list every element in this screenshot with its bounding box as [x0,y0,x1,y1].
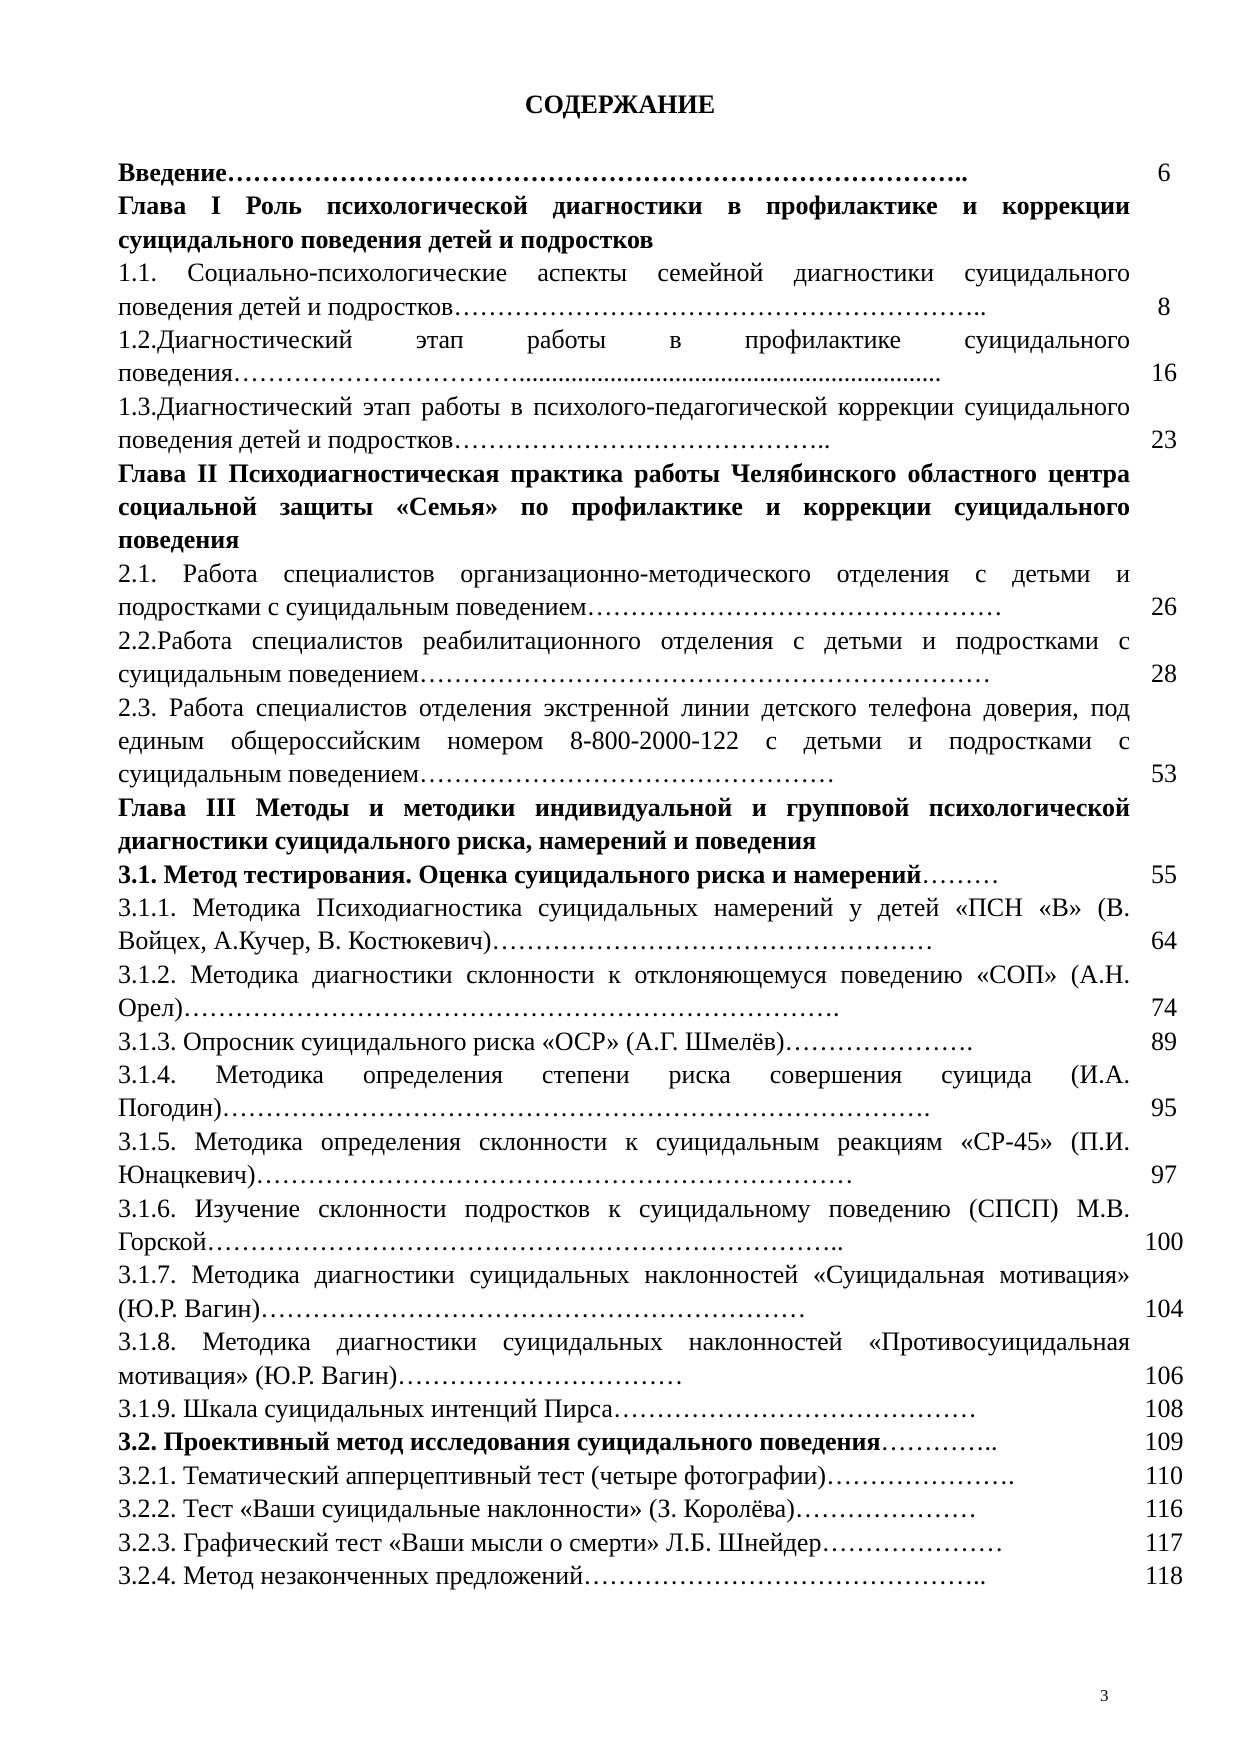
toc-entry-text [118,390,1130,457]
toc-entry [118,791,1198,858]
toc-dot-leader: ………………… [821,1527,1004,1557]
toc-entry [118,1258,1198,1325]
toc-entry-text [118,1526,1130,1559]
toc-entry-title: 3.1.7. Методика диагностики суицидальных наклонностей «Суицидальная мотивация» (Ю.Р. Вагин) [118,1260,1130,1323]
toc-page-number: 109 [1144,1427,1184,1457]
toc-entry-title: 3.2.2. Тест «Ваши суицидальные наклонности» (З. Королёва) [118,1494,795,1524]
toc-dot-leader: …………………………………… [612,1394,977,1424]
toc-entry [118,189,1198,256]
toc-dot-leader: ………………………………………………………… [418,659,991,689]
toc-dot-leader: …………………………… [397,1360,684,1390]
toc-entry [118,691,1198,791]
toc-entry-title: Введение [118,158,227,187]
toc-entry-text [118,624,1130,691]
toc-page-number: 55 [1151,859,1177,889]
toc-entry [118,1392,1198,1425]
toc-page-number: 108 [1144,1394,1184,1424]
toc-entry [118,1125,1198,1192]
toc-entry-title: 2.2.Работа специалистов реабилитационного отделения с детьми и подростками с суицидальным поведением [118,625,1130,689]
toc-dot-leader: ………………… [794,1494,977,1524]
toc-page-number: 74 [1151,993,1177,1023]
toc-entry-title: 3.2.3. Графический тест «Ваши мысли о смерти» Л.Б. Шнейдер [118,1527,822,1557]
toc-entry [118,624,1198,691]
toc-entry-title: 3.2.4. Метод незаконченных предложений [118,1561,584,1591]
toc-entry [118,323,1198,390]
toc-page-number: 97 [1151,1160,1177,1190]
toc-entry-text [118,1058,1130,1125]
toc-dot-leader: ……………………………................................................................. [232,358,942,388]
toc-page-number: 89 [1151,1026,1177,1056]
toc-page-number: 117 [1144,1527,1184,1557]
toc-entry-title: 3.2.1. Тематический апперцептивный тест (четыре фотографии) [118,1460,827,1490]
footer-page-number: 3 [1100,1686,1109,1705]
toc-entry-title: 3.1.4. Методика определения степени риска совершения суицида (И.А. Погодин) [118,1059,1130,1123]
toc-entry-text [118,958,1130,1025]
toc-dot-leader: …………………. [826,1460,1015,1490]
toc-dot-leader: ………………………………………………………………………….. [226,158,968,187]
toc-entry-title: 2.1. Работа специалистов организационно-методического отделения с детьми и подростками с суицидальным поведением [118,558,1130,622]
toc-dot-leader: …………………………………………… [491,926,934,956]
toc-entry [118,1325,1198,1392]
toc-entry [118,1559,1198,1592]
toc-entry-text [118,891,1130,958]
toc-entry-title: Глава I Роль психологической диагностики в профилактике и коррекции суицидального поведения детей и подростков [118,191,1130,254]
toc-entry [118,891,1198,958]
toc-entry-text [118,1459,1130,1492]
toc-entry-title: 3.1.6. Изучение склонности подростков к суицидальному поведению (СПСП) М.В. Горской [118,1193,1130,1256]
toc-entry-title: 2.3. Работа специалистов отделения экстренной линии детского телефона доверия, под единым общероссийским номером 8-800-2000-122 с детьми и подростками с суицидальным поведением [118,692,1130,789]
toc-entry [118,1058,1198,1125]
toc-entry-text [118,791,1130,858]
toc-entry-text [118,557,1130,624]
toc-entry-text [118,1392,1130,1425]
toc-page-number: 100 [1144,1227,1184,1256]
toc-dot-leader: …………………………………………………………… [255,1160,854,1190]
toc-entry-text [118,189,1130,256]
toc-page-number: 110 [1144,1460,1184,1490]
toc-entry-title: 1.3.Диагностический этап работы в психолого-педагогической коррекции суицидального поведения детей и подростков [118,391,1130,455]
toc-entry-text [118,1425,1130,1458]
toc-entry-title: Глава II Психодиагностическая практика работы Челябинского областного центра социальной защиты «Семья» по профилактике и коррекции суицидального поведения [118,458,1130,555]
toc-entry-text [118,1559,1130,1592]
toc-page-number: 23 [1151,425,1177,455]
page-title: СОДЕРЖАНИЕ [524,90,716,119]
toc-dot-leader: …………………………………….. [453,425,831,455]
toc-dot-leader: …………………………………………………………………. [182,993,840,1023]
toc-page-number: 104 [1144,1293,1184,1323]
toc-entry-title: 3.1.1. Методика Психодиагностика суицидальных намерений у детей «ПСН «В» (В. Войцех, А.Кучер, В. Костюкевич) [118,892,1130,956]
toc-page-number: 64 [1151,926,1177,956]
toc-dot-leader: ………………………………………………………………………. [221,1093,931,1123]
toc-page-number: 6 [1157,158,1171,187]
toc-entry [118,1526,1198,1559]
toc-entry-title: 3.2. Проективный метод исследования суицидального поведения [118,1427,881,1457]
toc-entry [118,390,1198,457]
toc-entry-text [118,1325,1130,1392]
toc-entry [118,1492,1198,1525]
toc-dot-leader: ………………………………………… [586,592,1003,622]
toc-entry [118,457,1198,557]
toc-entry [118,156,1198,189]
toc-dot-leader: …………………………………………………….. [453,291,987,321]
toc-dot-leader: ……………………………………………………… [260,1293,807,1323]
toc-entry-title: Глава III Методы и методики индивидуальной и групповой психологической диагностики суицидального риска, намерений и поведения [118,792,1130,856]
toc-entry [118,1025,1198,1058]
toc-entry-text [118,691,1130,791]
toc-entry-title: 3.1.2. Методика диагностики склонности к отклоняющемуся поведению «СОП» (А.Н. Орел) [118,959,1130,1023]
toc-entry-title: 3.1.8. Методика диагностики суицидальных наклонностей «Противосуицидальная мотивация» (Ю.Р. Вагин) [118,1327,1130,1390]
toc-dot-leader: ………………………………………… [418,759,835,789]
toc-page-number: 106 [1144,1360,1184,1390]
toc-dot-leader: ………….. [880,1427,998,1457]
toc-dot-leader: …………………. [784,1026,974,1056]
toc-entry [118,1192,1198,1259]
toc-entry-text [118,1125,1130,1192]
toc-entry [118,557,1198,624]
toc-entry [118,1459,1198,1492]
toc-entry [118,858,1198,891]
toc-entry [118,1425,1198,1458]
toc-entry-text [118,1192,1130,1259]
toc-page-number: 53 [1151,759,1177,789]
toc-dot-leader: ……… [921,859,1000,889]
toc-entry-text [118,156,1130,189]
toc-entry-title: 3.1. Метод тестирования. Оценка суицидального риска и намерений [118,859,922,889]
toc-entry-title: 3.1.3. Опросник суицидального риска «ОСР» (А.Г. Шмелёв) [118,1026,785,1056]
toc-entry-title: 3.1.9. Шкала суицидальных интенций Пирса [118,1394,613,1424]
toc-page-number: 95 [1151,1093,1177,1123]
toc-entry-text [118,1492,1130,1525]
toc-page-number: 28 [1151,659,1177,689]
toc-entry-text [118,323,1130,390]
toc-page-number: 116 [1144,1494,1184,1524]
toc-page-number: 8 [1157,291,1171,321]
toc-entry-text [118,1025,1130,1058]
toc-dot-leader: ……………………………………………………………….. [206,1227,844,1256]
toc-entry [118,958,1198,1025]
table-of-contents [118,156,1198,1592]
toc-entry-title: 1.2.Диагностический этап работы в профилактике суицидального поведения [118,325,1130,388]
toc-dot-leader: ……………………………………….. [583,1561,987,1591]
toc-entry-text [118,457,1130,557]
toc-page-number: 16 [1151,358,1177,388]
toc-entry [118,256,1198,323]
toc-entry-text [118,858,1130,891]
toc-entry-text [118,1258,1130,1325]
toc-entry-title: 3.1.5. Методика определения склонности к суицидальным реакциям «СР-45» (П.И. Юнацкевич) [118,1126,1130,1190]
toc-entry-title: 1.1. Социально-психологические аспекты семейной диагностики суицидального поведения детей и подростков [118,258,1130,321]
toc-page-number: 26 [1151,592,1177,622]
toc-page-number: 118 [1144,1561,1184,1591]
toc-entry-text [118,256,1130,323]
